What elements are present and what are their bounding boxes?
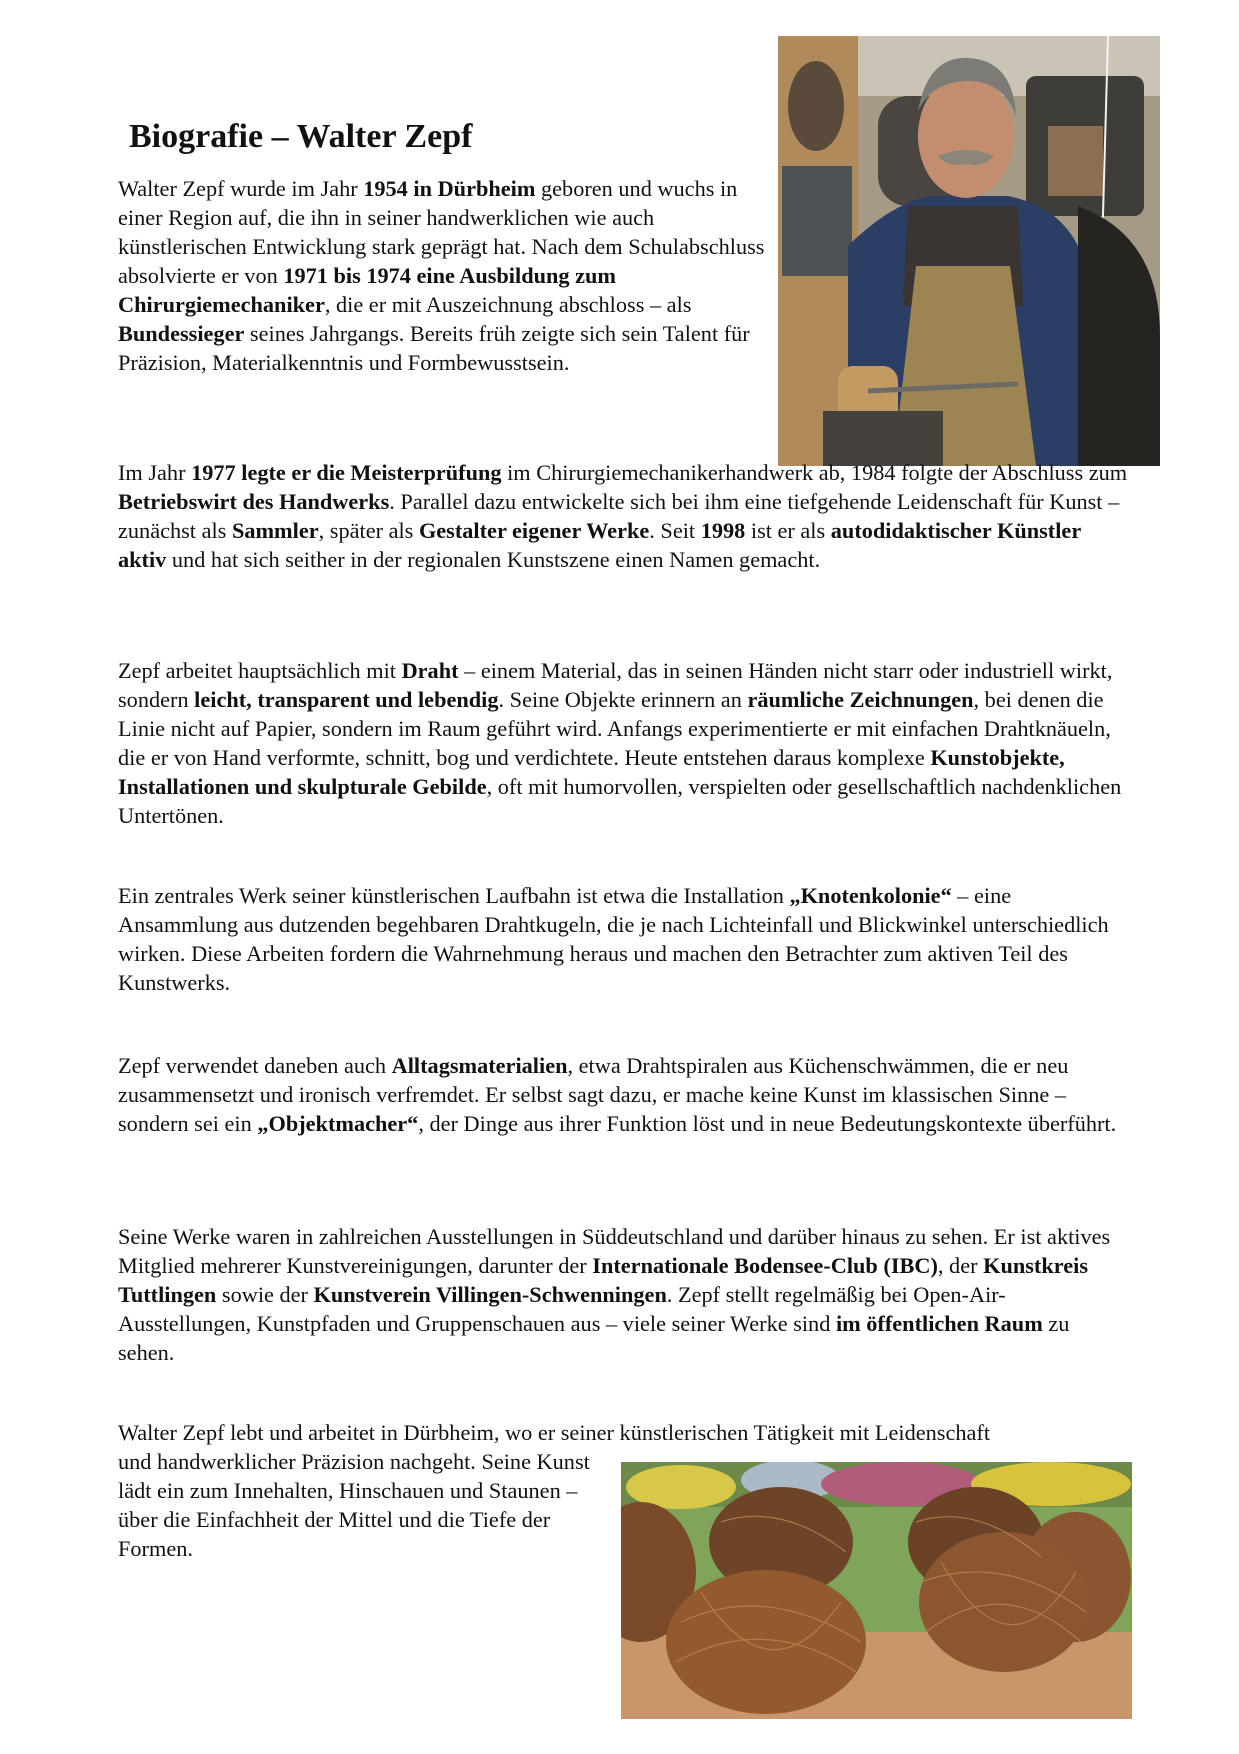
wire-balls-image <box>621 1462 1132 1719</box>
bold-run: Sammler <box>231 518 319 543</box>
page-title: Biografie – Walter Zepf <box>129 118 473 155</box>
paragraph-everyday-materials <box>118 1051 1128 1138</box>
paragraph-exhibitions <box>118 1222 1128 1367</box>
text-run: Zepf arbeitet hauptsächlich mit <box>118 658 402 683</box>
bold-run: Kunstverein Villingen-Schwenningen <box>313 1282 667 1307</box>
text-run: , etwa Drahtspiralen aus Küchenschwämmen, die er neu zusammensetzt und ironisch verfremdet. Er selbst sagt dazu, er mache keine Kunst im klassischen Sinne – sondern sei ein <box>118 1053 1069 1136</box>
bold-run: leicht, transparent und lebendig <box>194 687 499 712</box>
text-run: . Seine Objekte erinnern an <box>498 687 748 712</box>
text-run: , bei denen die Linie nicht auf Papier, sondern im Raum geführt wird. Anfangs experimentierte er mit einfachen Drahtknäueln, die er von Hand verformte, schnitt, bog und verdichtete. Heute entstehen daraus komplexe <box>118 687 1111 770</box>
bold-run: 1998 <box>700 518 746 543</box>
text-run: , später als <box>318 518 419 543</box>
paragraph-closing-line1: Walter Zepf lebt und arbeitet in Dürbheim, wo er seiner künstlerischen Tätigkeit mit Leidenschaft <box>118 1420 991 1445</box>
text-run: Im Jahr <box>118 460 192 485</box>
paragraph-career <box>118 458 1128 574</box>
bold-run: Draht <box>401 658 459 683</box>
text-run: im Chirurgiemechanikerhandwerk ab, 1984 folgte der Abschluss zum <box>501 460 1128 485</box>
text-run: , oft mit humorvollen, verspielten oder gesellschaftlich nachdenklichen Untertönen. <box>118 774 1122 828</box>
text-run: zu sehen. <box>118 1311 1070 1365</box>
text-run: Zepf verwendet daneben auch <box>118 1053 392 1078</box>
bold-run: Internationale Bodensee-Club (IBC) <box>592 1253 938 1278</box>
portrait-image <box>778 36 1160 466</box>
paragraph-early-life <box>118 174 768 377</box>
text-run: Walter Zepf wurde im Jahr <box>118 176 364 201</box>
bold-run: Betriebswirt des Handwerks <box>118 489 390 514</box>
text-run: – einem Material, das in seinen Händen nicht starr oder industriell wirkt, sondern <box>118 658 1113 712</box>
bold-run: Bundessieger <box>118 321 245 346</box>
text-run: . Seit <box>649 518 701 543</box>
text-run: . Parallel dazu entwickelte sich bei ihm eine tiefgehende Leidenschaft für Kunst – zunächst als <box>118 489 1120 543</box>
bold-run: 1954 in Dürbheim <box>363 176 536 201</box>
text-run: und hat sich seither in der regionalen Kunstszene einen Namen gemacht. <box>166 547 821 572</box>
text-run: – eine Ansammlung aus dutzenden begehbaren Drahtkugeln, die je nach Lichteinfall und Blickwinkel unterschiedlich wirken. Diese Arbeiten fordern die Wahrnehmung heraus und machen den Betrachter zum aktiven Teil des Kunstwerks. <box>118 883 1109 995</box>
portrait-photo <box>778 36 1160 466</box>
text-run: Ein zentrales Werk seiner künstlerischen Laufbahn ist etwa die Installation <box>118 883 790 908</box>
sculpture-photo <box>621 1462 1132 1719</box>
bold-run: „Objektmacher“ <box>257 1111 419 1136</box>
bold-run: 1977 legte er die Meisterprüfung <box>191 460 502 485</box>
bold-run: Alltagsmaterialien <box>391 1053 568 1078</box>
bold-run: Kunstkreis Tuttlingen <box>118 1253 1089 1307</box>
text-run: ist er als <box>745 518 831 543</box>
paragraph-closing-rest: und handwerklicher Präzision nachgeht. Seine Kunst lädt ein zum Innehalten, Hinschauen und Staunen – über die Einfachheit der Mittel und die Tiefe der Formen. <box>118 1449 590 1561</box>
text-run: geboren und wuchs in einer Region auf, die ihn in seiner handwerklichen wie auch künstlerischen Entwicklung stark geprägt hat. Nach dem Schulabschluss absolvierte er von <box>118 176 765 288</box>
bold-run: Kunstobjekte, Installationen und skulpturale Gebilde <box>118 745 1065 799</box>
bold-run: autodidaktischer Künstler aktiv <box>118 518 1081 572</box>
text-run: , die er mit Auszeichnung abschloss – als <box>324 292 692 317</box>
paragraph-knotenkolonie <box>118 881 1128 997</box>
paragraph-material <box>118 656 1128 830</box>
bold-run: im öffentlichen Raum <box>835 1311 1043 1336</box>
bold-run: räumliche Zeichnungen <box>747 687 974 712</box>
text-run: sowie der <box>216 1282 314 1307</box>
text-run: , der Dinge aus ihrer Funktion löst und in neue Bedeutungskontexte überführt. <box>418 1111 1117 1136</box>
bold-run: Gestalter eigener Werke <box>418 518 650 543</box>
text-run: seines Jahrgangs. Bereits früh zeigte sich sein Talent für Präzision, Materialkenntnis und Formbewusstsein. <box>118 321 750 375</box>
text-run: . Zepf stellt regelmäßig bei Open-Air-Ausstellungen, Kunstpfaden und Gruppenschauen aus – viele seiner Werke sind <box>118 1282 1006 1336</box>
bold-run: 1971 bis 1974 eine Ausbildung zum Chirurgiemechaniker <box>118 263 616 317</box>
bold-run: „Knotenkolonie“ <box>789 883 952 908</box>
text-run: Seine Werke waren in zahlreichen Ausstellungen in Süddeutschland und darüber hinaus zu sehen. Er ist aktives Mitglied mehrerer Kunstvereinigungen, darunter der <box>118 1224 1111 1278</box>
text-run: , der <box>937 1253 984 1278</box>
